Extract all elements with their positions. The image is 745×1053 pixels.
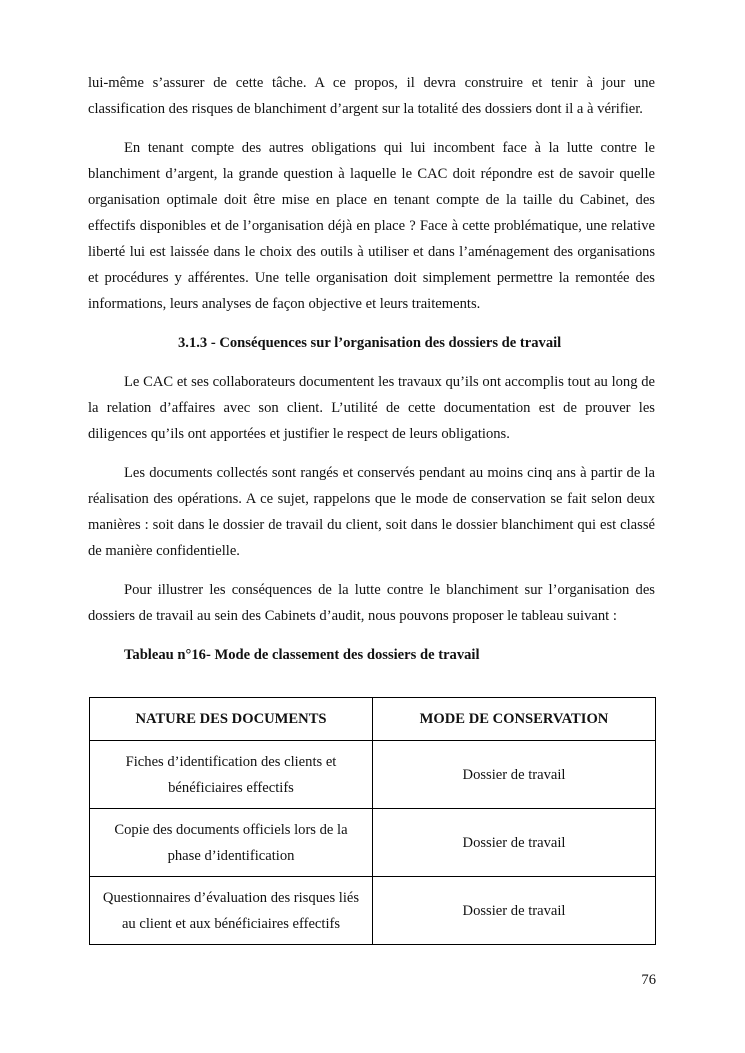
table-row <box>90 741 656 809</box>
paragraph: Les documents collectés sont rangés et conservés pendant au moins cinq ans à partir de la réalisation des opérations. A ce sujet, rappelons que le mode de conservation se fait selon deux manières : soit dans le dossier de travail du client, soit dans le dossier blanchiment qui est classé de manière confidentielle. <box>88 465 655 559</box>
classification-table <box>89 697 656 945</box>
paragraph: Le CAC et ses collaborateurs documentent les travaux qu’ils ont accomplis tout au long de la relation d’affaires avec son client. L’utilité de cette documentation est de prouver les diligences qu’ils ont apportées et justifier le respect de leurs obligations. <box>88 374 655 442</box>
paragraph: En tenant compte des autres obligations qui lui incombent face à la lutte contre le blanchiment d’argent, la grande question à laquelle le CAC doit répondre est de savoir quelle organisation optimale doit être mise en place en tenant compte de la taille du Cabinet, des effectifs disponibles et de l’organisation déjà en place ? Face à cette problématique, une relative liberté lui est laissée dans le choix des outils à utiliser et dans l’aménagement des organisations et procédures y afférentes. Une telle organisation doit simplement permettre la remontée des informations, leurs analyses de façon objective et leurs traitements. <box>88 140 655 312</box>
cell-mode: Dossier de travail <box>373 741 656 809</box>
paragraph: lui-même s’assurer de cette tâche. A ce propos, il devra construire et tenir à jour une classification des risques de blanchiment d’argent sur la totalité des dossiers dont il a à vérifier. <box>88 75 655 117</box>
column-header-mode: MODE DE CONSERVATION <box>373 698 656 741</box>
table-caption: Tableau n°16- Mode de classement des dossiers de travail <box>124 647 480 663</box>
paragraph: Pour illustrer les conséquences de la lutte contre le blanchiment sur l’organisation des dossiers de travail au sein des Cabinets d’audit, nous pouvons proposer le tableau suivant : <box>88 582 655 624</box>
column-header-nature: NATURE DES DOCUMENTS <box>90 698 373 741</box>
document-body <box>88 70 655 668</box>
cell-mode: Dossier de travail <box>373 877 656 945</box>
cell-nature: Copie des documents officiels lors de la phase d’identification <box>90 809 373 877</box>
cell-nature: Questionnaires d’évaluation des risques liés au client et aux bénéficiaires effectifs <box>90 877 373 945</box>
section-heading: 3.1.3 - Conséquences sur l’organisation des dossiers de travail <box>178 335 562 351</box>
table-header-row <box>90 698 656 741</box>
table-row <box>90 809 656 877</box>
cell-mode: Dossier de travail <box>373 809 656 877</box>
cell-nature: Fiches d’identification des clients et bénéficiaires effectifs <box>90 741 373 809</box>
table-row <box>90 877 656 945</box>
page-number: 76 <box>641 972 656 988</box>
